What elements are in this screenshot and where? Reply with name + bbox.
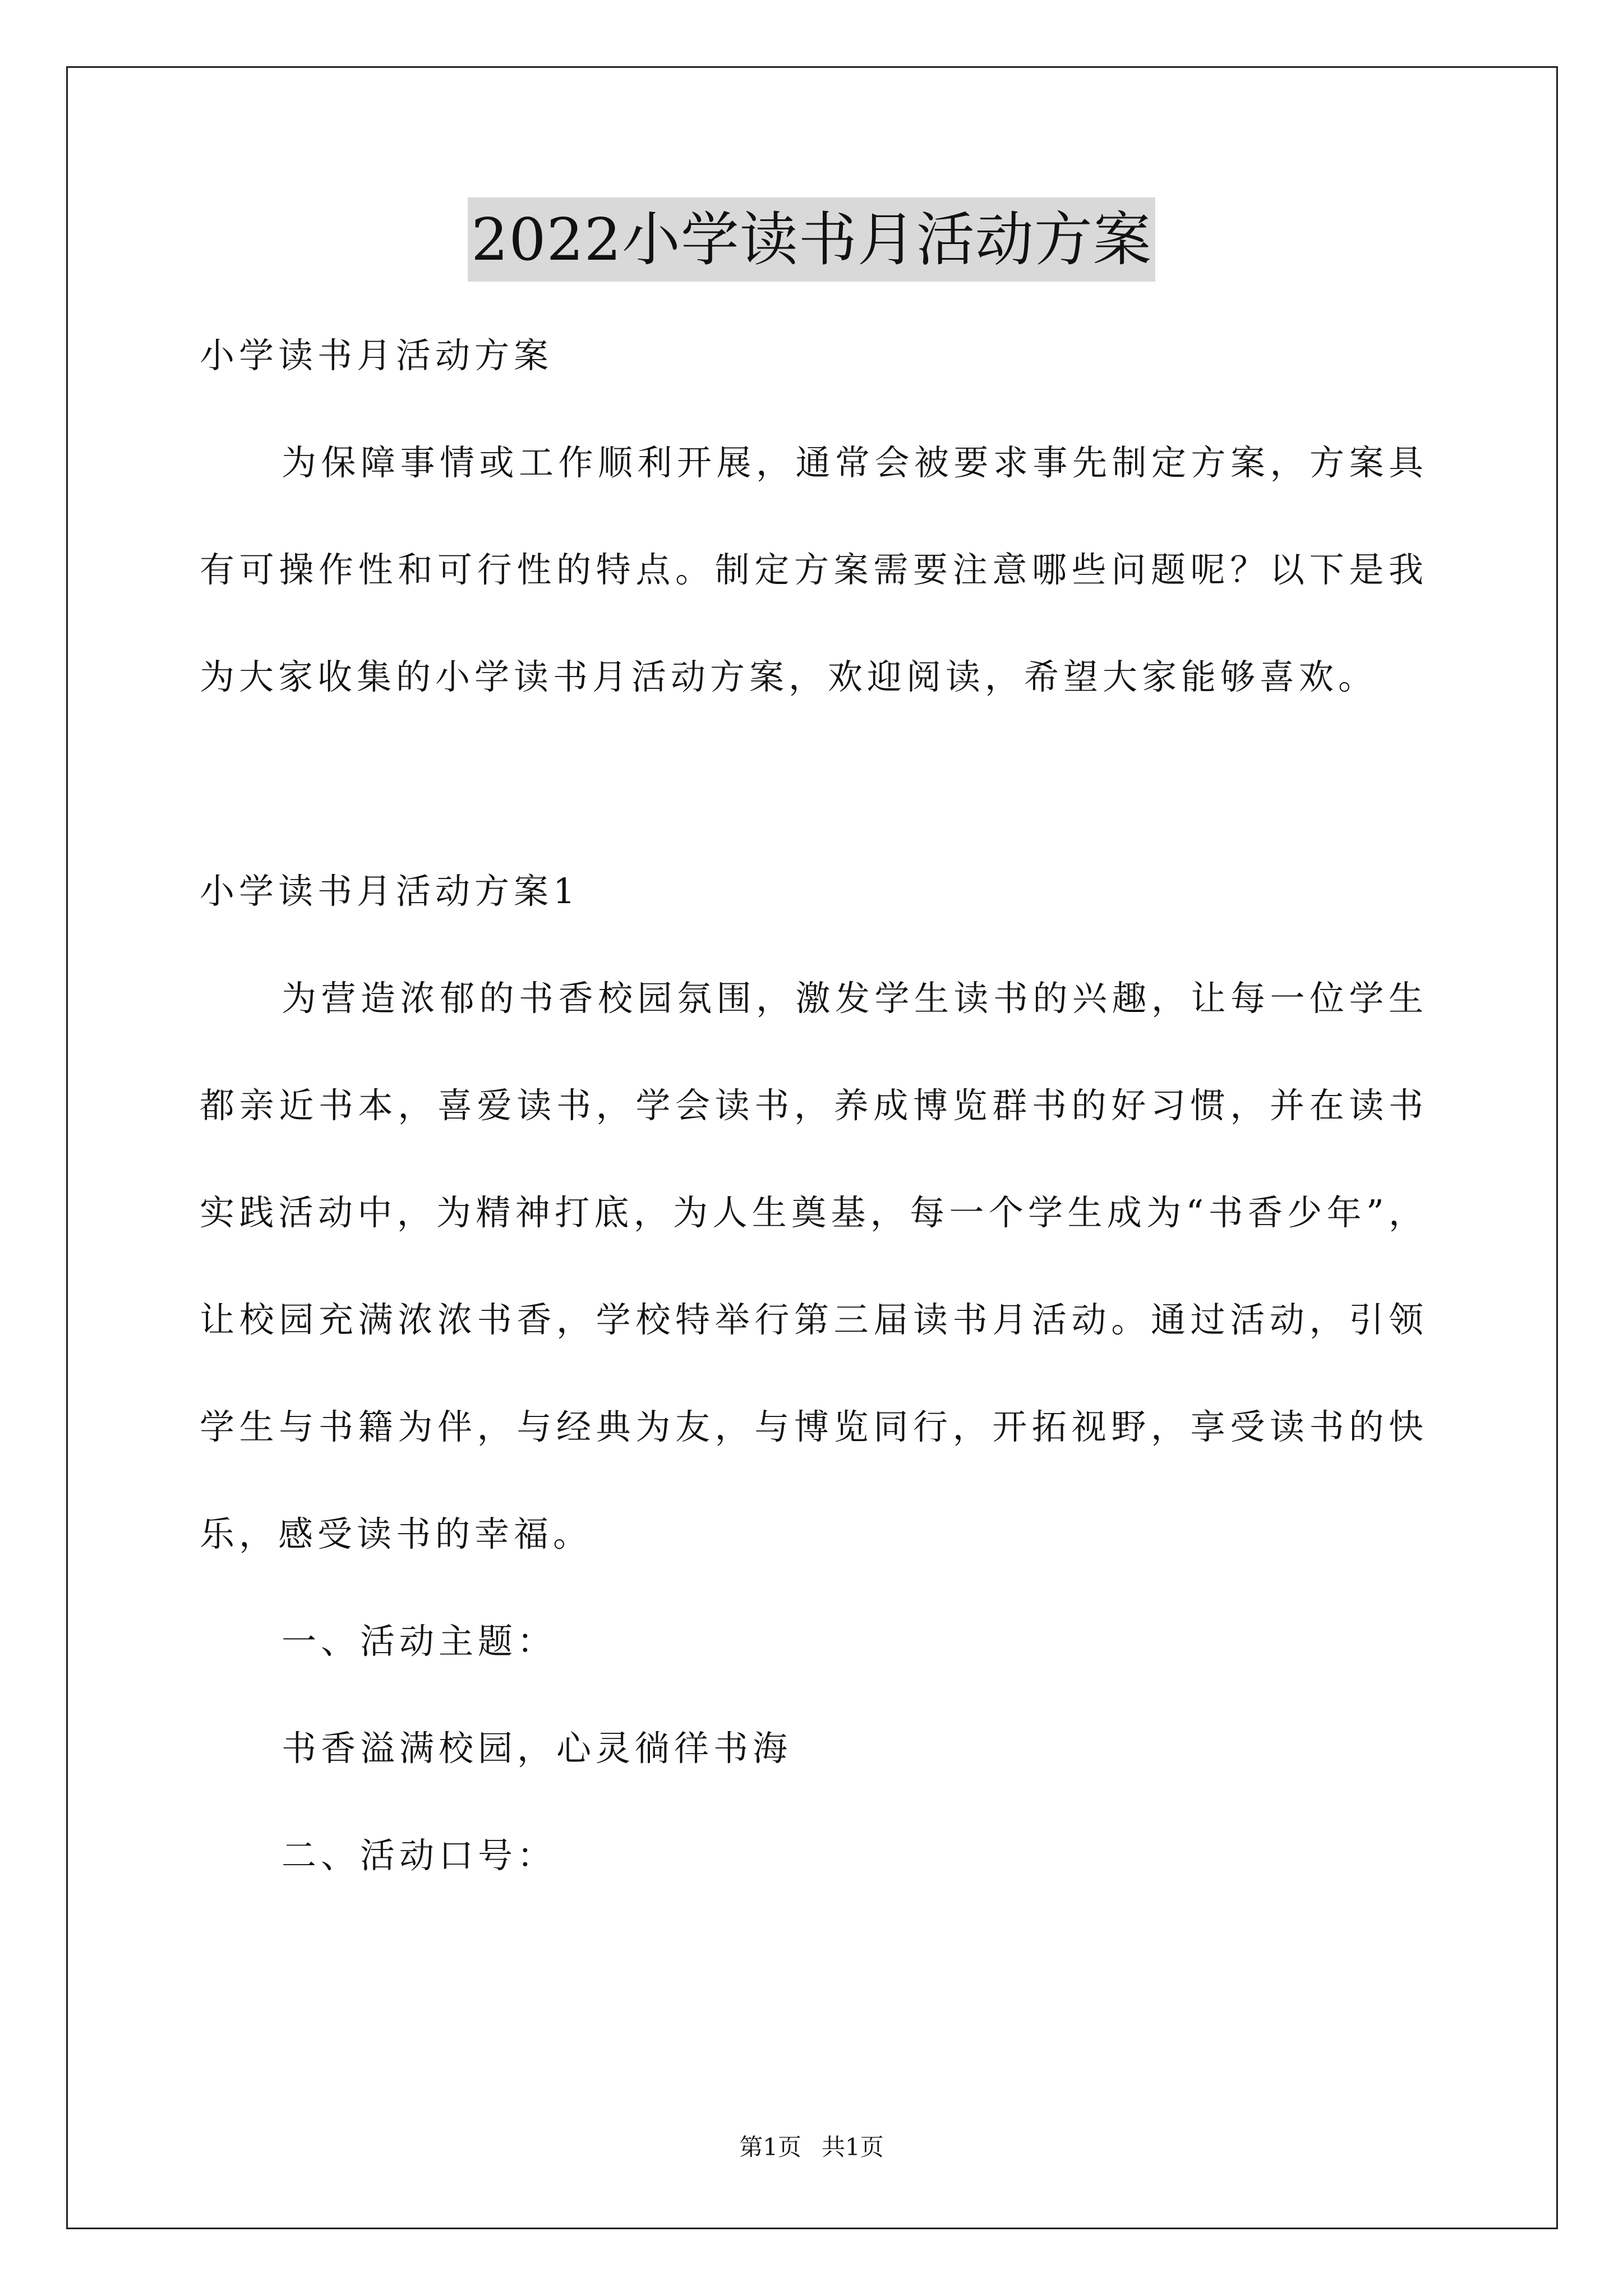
- document-subtitle: 小学读书月活动方案: [200, 335, 554, 376]
- theme-text: 书香溢满校园，心灵徜徉书海: [282, 1728, 792, 1769]
- page-number: 第1页: [739, 2133, 801, 2161]
- spacer: [200, 730, 1428, 838]
- document-title-text: 2022小学读书月活动方案: [468, 197, 1155, 282]
- document-title: [0, 197, 1623, 282]
- section-paragraph: 为营造浓郁的书香校园氛围，激发学生读书的兴趣，让每一位学生都亲近书本，喜爱读书，学会读书，养成博览群书的好习惯，并在读书实践活动中，为精神打底，为人生奠基，每一个学生成为“书香少年”，让校园充满浓浓书香，学校特举行第三届读书月活动。通过活动，引领学生与书籍为伴，与经典为友，与博览同行，开拓视野，享受读书的快乐，感受读书的幸福。: [200, 978, 1428, 1554]
- page-total: 共1页: [822, 2133, 884, 2161]
- slogan-heading: 二、活动口号：: [282, 1835, 557, 1876]
- intro-paragraph: 为保障事情或工作顺利开展，通常会被要求事先制定方案，方案具有可操作性和可行性的特点。制定方案需要注意哪些问题呢？以下是我为大家收集的小学读书月活动方案，欢迎阅读，希望大家能够喜欢。: [200, 442, 1428, 697]
- page-footer: [0, 2131, 1623, 2164]
- document-body: [200, 302, 1428, 1909]
- theme-heading: 一、活动主题：: [282, 1621, 557, 1662]
- section-heading: 小学读书月活动方案1: [200, 871, 580, 912]
